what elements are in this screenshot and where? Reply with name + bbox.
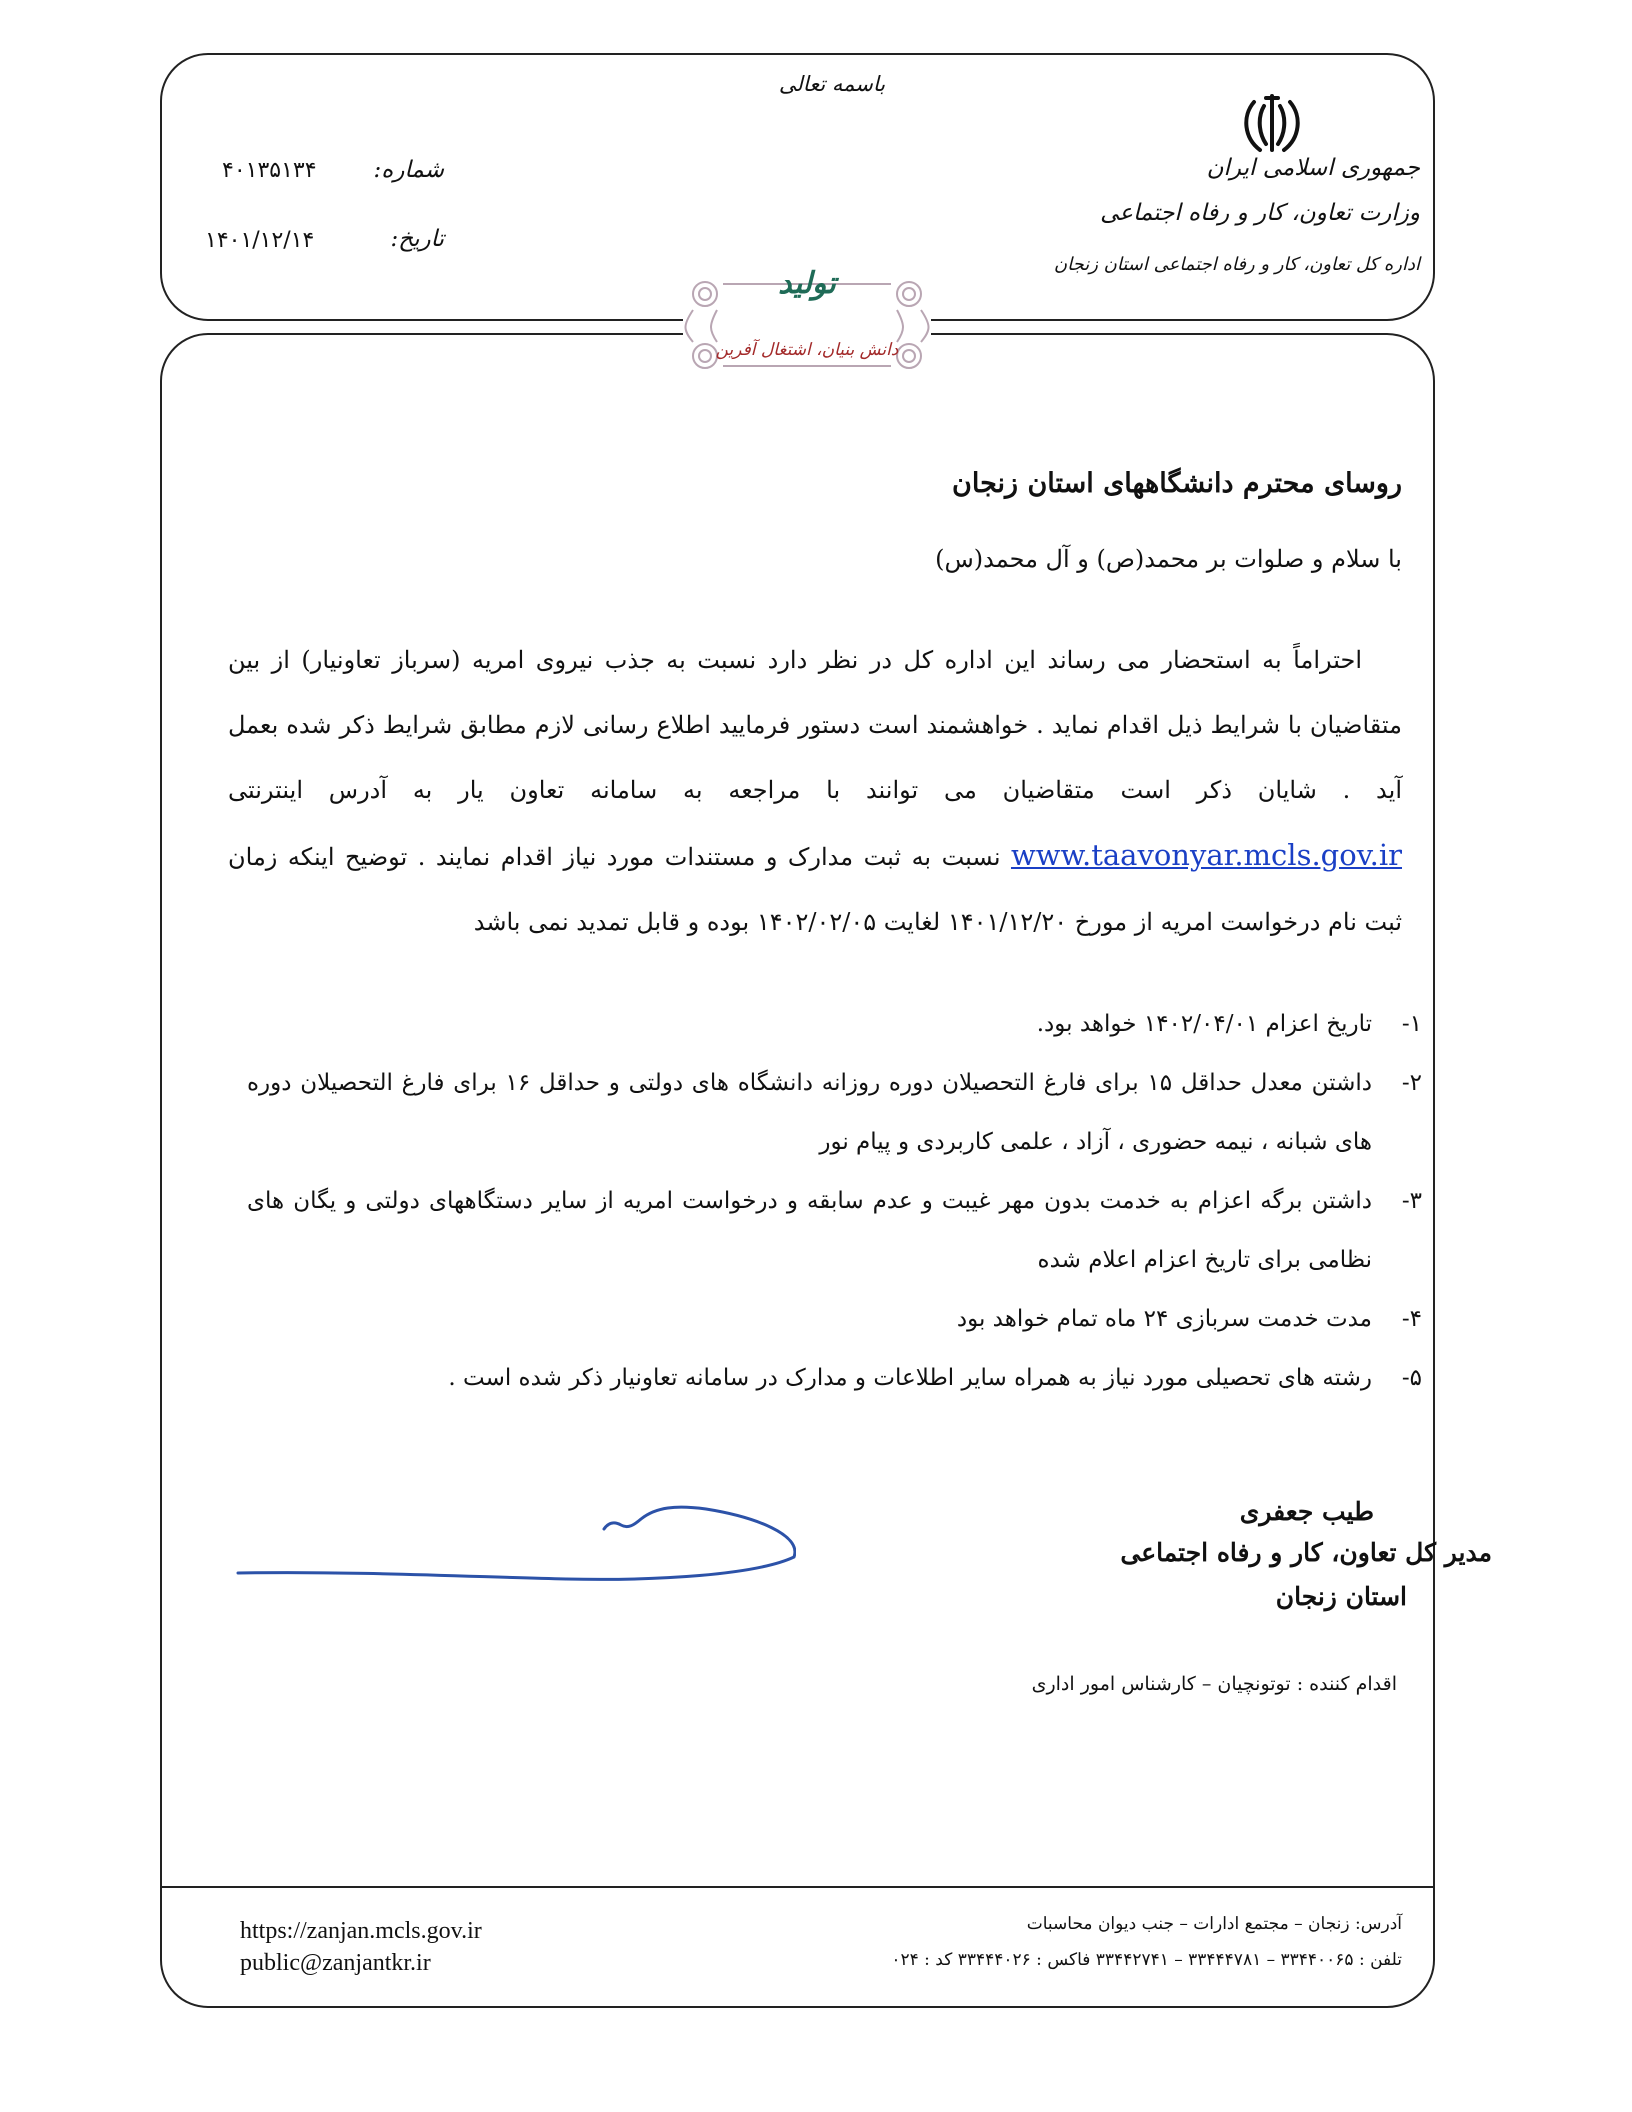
condition-number: ۵- (1401, 1365, 1422, 1391)
signer-province: استان زنجان (1275, 1582, 1407, 1611)
condition-text: داشتن معدل حداقل ۱۵ برای فارغ التحصیلان دوره روزانه دانشگاه های دولتی و حداقل ۱۶ برای فارغ التحصیلان دوره های شبانه ، نیمه حضوری ، آزاد ، علمی کاربردی و پیام نور (247, 1070, 1372, 1155)
condition-number: ۴- (1401, 1306, 1422, 1332)
condition-item (247, 1349, 1422, 1408)
signature-block (236, 1495, 796, 1815)
basmala-heading: باسمه تعالی (778, 72, 886, 96)
condition-item (247, 1054, 1422, 1172)
ministry-name: وزارت تعاون، کار و رفاه اجتماعی (1100, 200, 1420, 226)
condition-text: تاریخ اعزام ۱۴۰۲/۰۴/۰۱ خواهد بود. (1036, 1011, 1372, 1037)
iran-emblem-icon (1240, 92, 1304, 158)
signer-title: مدیر کل تعاون، کار و رفاه اجتماعی (1120, 1538, 1492, 1567)
condition-item (247, 1290, 1422, 1349)
letter-number-value: ۴۰۱۳۵۱۳۴ (222, 158, 317, 183)
greeting-line: با سلام و صلوات بر محمد(ص) و آل محمد(س) (935, 545, 1402, 573)
footer-address: آدرس: زنجان – مجتمع ادارات – جنب دیوان محاسبات (1026, 1914, 1402, 1934)
letter-paragraph (228, 628, 1402, 955)
letter-number-label: شماره: (373, 157, 444, 183)
condition-text: مدت خدمت سربازی ۲۴ ماه تمام خواهد بود (956, 1306, 1372, 1332)
condition-number: ۳- (1401, 1188, 1422, 1214)
footer-divider (160, 1886, 1435, 1888)
conditions-list (247, 995, 1422, 1408)
condition-number: ۲- (1401, 1070, 1422, 1096)
office-name: اداره کل تعاون، کار و رفاه اجتماعی استان زنجان (1053, 254, 1420, 275)
republic-name: جمهوری اسلامی ایران (1206, 155, 1420, 181)
handwritten-signature (236, 1495, 796, 1615)
condition-number: ۱- (1401, 1011, 1422, 1037)
recipient-line: روسای محترم دانشگاههای استان زنجان (952, 468, 1402, 499)
paragraph-intro: احتراماً به استحضار می رساند این اداره کل در نظر دارد نسبت به جذب نیروی امریه (سرباز تعاونیار) از بین متقاضیان با شرایط ذیل اقدام نماید . خواهشمند است دستور فرمایید اطلاع رسانی لازم مطابق شرایط ذکر شده بعمل آید . شایان ذکر است متقاضیان می توانند با مراجعه به سامانه تعاون یار به آدرس اینترنتی (228, 646, 1402, 804)
slogan-subtitle: دانش بنیان، اشتغال آفرین (715, 340, 899, 360)
letter-date-label: تاریخ: (390, 226, 444, 252)
footer-email-link[interactable]: public@zanjantkr.ir (240, 1950, 431, 1976)
signer-name: طیب جعفری (1239, 1497, 1374, 1526)
footer-phone: تلفن : ۳۳۴۴۰۰۶۵ – ۳۳۴۴۴۷۸۱ – ۳۳۴۴۲۷۴۱ فاکس : ۳۳۴۴۴۰۲۶ کد : ۰۲۴ (891, 1950, 1402, 1970)
footer-website-link[interactable]: https://zanjan.mcls.gov.ir (240, 1918, 482, 1944)
condition-item (247, 1172, 1422, 1290)
taavonyar-link[interactable]: www.taavonyar.mcls.gov.ir (1010, 838, 1402, 872)
condition-text: داشتن برگه اعزام به خدمت بدون مهر غیبت و عدم سابقه و درخواست امریه از سایر دستگاههای دولتی و یگان های نظامی برای تاریخ اعزام اعلام شده (247, 1188, 1372, 1273)
paragraph-outro: نسبت به ثبت مدارک و مستندات مورد نیاز اقدام نمایند . توضیح اینکه زمان ثبت نام درخواست امریه از مورخ ۱۴۰۱/۱۲/۲۰ لغایت ۱۴۰۲/۰۲/۰۵ بوده و قابل تمدید نمی باشد (228, 843, 1402, 936)
slogan-title: تولید (778, 266, 836, 301)
condition-item (247, 995, 1422, 1054)
action-by-note: اقدام کننده : توتونچیان – کارشناس امور اداری (1031, 1673, 1397, 1695)
letter-date-value: ۱۴۰۱/۱۲/۱۴ (205, 228, 315, 253)
condition-text: رشته های تحصیلی مورد نیاز به همراه سایر اطلاعات و مدارک در سامانه تعاونیار ذکر شده است . (448, 1365, 1372, 1391)
